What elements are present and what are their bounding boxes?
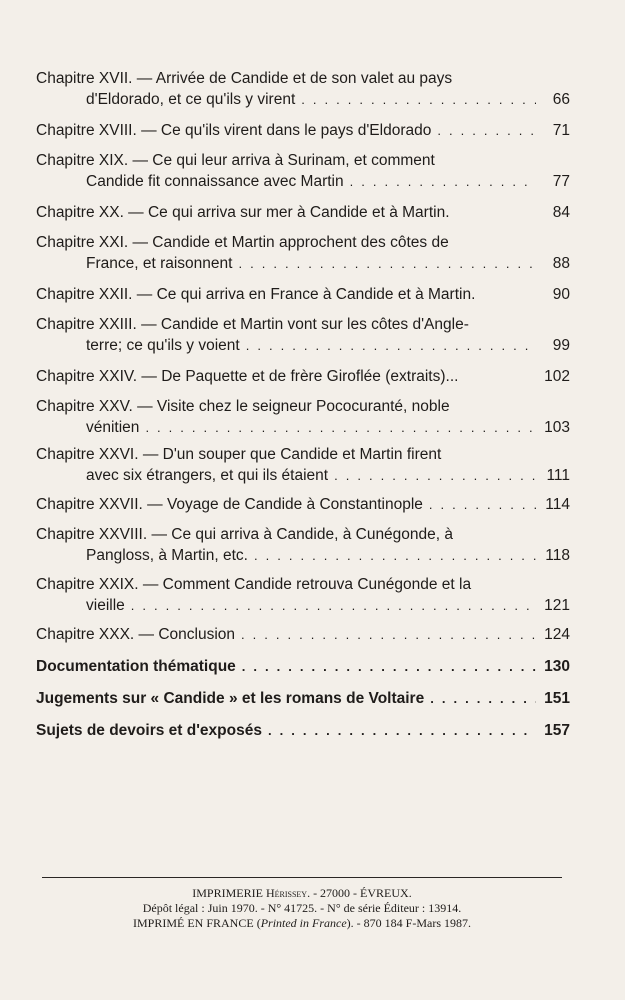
toc-entry-title: Chapitre XXX. — Conclusion [36, 626, 236, 643]
toc-entry-title: Chapitre XIX. — Ce qui leur arriva à Surinam, et comment [36, 152, 435, 169]
toc-entry-title-cont: d'Eldorado, et ce qu'ils y virent [86, 91, 296, 108]
printer-location: . - 27000 - ÉVREUX. [307, 886, 412, 900]
page-number: 157 [544, 722, 570, 739]
leader-dots [242, 656, 536, 677]
toc-entry-chapter-23 [36, 314, 570, 356]
toc-entry-chapter-18 [36, 120, 570, 141]
toc-entry-documentation [36, 656, 570, 677]
leader-dots [145, 417, 536, 438]
toc-entry-title-cont: avec six étrangers, et qui ils étaient [86, 467, 329, 484]
toc-entry-chapter-19 [36, 150, 570, 192]
printer-name: Hérissey [265, 886, 308, 900]
leader-dots [301, 89, 536, 110]
toc-entry-chapter-27 [36, 494, 570, 515]
toc-entry-chapter-29 [36, 574, 570, 616]
colophon-legal-deposit: Dépôt légal : Juin 1970. - N° 41725. - N° de série Éditeur : 13914. [142, 901, 462, 915]
page-number: 111 [546, 467, 570, 484]
page-number: 84 [552, 204, 570, 221]
page-number: 99 [552, 337, 570, 354]
colophon-printed-in [42, 916, 562, 931]
toc-entry-chapter-26 [36, 444, 570, 486]
toc-entry-title: Chapitre XXVII. — Voyage de Candide à Constantinople [36, 496, 423, 513]
toc-entry-title: Chapitre XXVIII. — Ce qui arriva à Candide, à Cunégonde, à [36, 526, 454, 543]
toc-entry-title: Documentation thématique [36, 658, 236, 675]
toc-entry-chapter-28 [36, 524, 570, 566]
toc-entry-title: Sujets de devoirs et d'exposés [36, 722, 262, 739]
page-number: 114 [545, 496, 570, 513]
page-number: 121 [544, 597, 570, 614]
toc-entry-title: Chapitre XXIII. — Candide et Martin vont sur les côtes d'Angle- [36, 316, 469, 333]
leader-dots [268, 720, 536, 741]
toc-entry-title: Chapitre XVIII. — Ce qu'ils virent dans le pays d'Eldorado [36, 122, 432, 139]
toc-entry-title-cont: vieille [86, 597, 125, 614]
toc-entry-title-cont: terre; ce qu'ils y voient [86, 337, 240, 354]
toc-entry-title-cont: Candide fit connaissance avec Martin [86, 173, 344, 190]
colophon-divider [42, 877, 562, 878]
page-number: 151 [544, 690, 570, 707]
leader-dots [246, 335, 536, 356]
page-number: 71 [552, 122, 570, 139]
page-number: 103 [544, 419, 570, 436]
printer-label: IMPRIMERIE [192, 886, 266, 900]
page-number: 77 [552, 173, 570, 190]
toc-entry-chapter-25 [36, 396, 570, 438]
toc-entry-title-cont: Pangloss, à Martin, etc. [86, 547, 248, 564]
toc-entry-title-cont: vénitien [86, 419, 140, 436]
colophon [42, 886, 562, 931]
toc-entry-chapter-17 [36, 68, 570, 110]
toc-entry-title: Chapitre XXV. — Visite chez le seigneur Pococuranté, noble [36, 398, 450, 415]
toc-entry-title: Chapitre XXII. — Ce qui arriva en France à Candide et à Martin. [36, 286, 476, 303]
leader-dots [429, 494, 536, 515]
toc-entry-title: Chapitre XXI. — Candide et Martin approchent des côtes de [36, 234, 449, 251]
page-number: 102 [544, 368, 570, 385]
toc-entry-title-cont: France, et raisonnent [86, 255, 233, 272]
leader-dots [350, 171, 536, 192]
leader-dots [254, 545, 536, 566]
leader-dots [131, 595, 536, 616]
toc-entry-jugements [36, 688, 570, 709]
leader-dots [430, 688, 536, 709]
toc-entry-title: Chapitre XX. — Ce qui arriva sur mer à Candide et à Martin. [36, 204, 450, 221]
toc-entry-title: Chapitre XXIV. — De Paquette et de frère Giroflée (extraits)... [36, 368, 459, 385]
leader-dots [437, 120, 536, 141]
toc-entry-chapter-24 [36, 366, 570, 387]
page-number: 118 [545, 547, 570, 564]
toc-entry-chapter-30 [36, 624, 570, 645]
toc-entry-chapter-22 [36, 284, 570, 305]
page-number: 124 [544, 626, 570, 643]
print-run-number: ). - 870 184 F-Mars 1987. [346, 916, 471, 930]
toc-entry-title: Chapitre XVII. — Arrivée de Candide et de son valet au pays [36, 70, 453, 87]
printed-in-france-label: IMPRIMÉ EN FRANCE [133, 916, 254, 930]
toc-entry-title: Jugements sur « Candide » et les romans de Voltaire [36, 690, 425, 707]
toc-entry-chapter-20 [36, 202, 570, 223]
toc-entry-title: Chapitre XXIX. — Comment Candide retrouva Cunégonde et la [36, 576, 472, 593]
printed-in-france-english: Printed in France [260, 916, 347, 930]
paren-open: ( [253, 916, 261, 930]
leader-dots [334, 465, 536, 486]
colophon-printer [42, 886, 562, 901]
leader-dots [238, 253, 536, 274]
page-number: 88 [552, 255, 570, 272]
leader-dots [241, 624, 536, 645]
page-number: 90 [552, 286, 570, 303]
toc-entry-title: Chapitre XXVI. — D'un souper que Candide et Martin firent [36, 446, 442, 463]
page-number: 66 [552, 91, 570, 108]
page-number: 130 [544, 658, 570, 675]
toc-entry-sujets [36, 720, 570, 741]
toc-entry-chapter-21 [36, 232, 570, 274]
